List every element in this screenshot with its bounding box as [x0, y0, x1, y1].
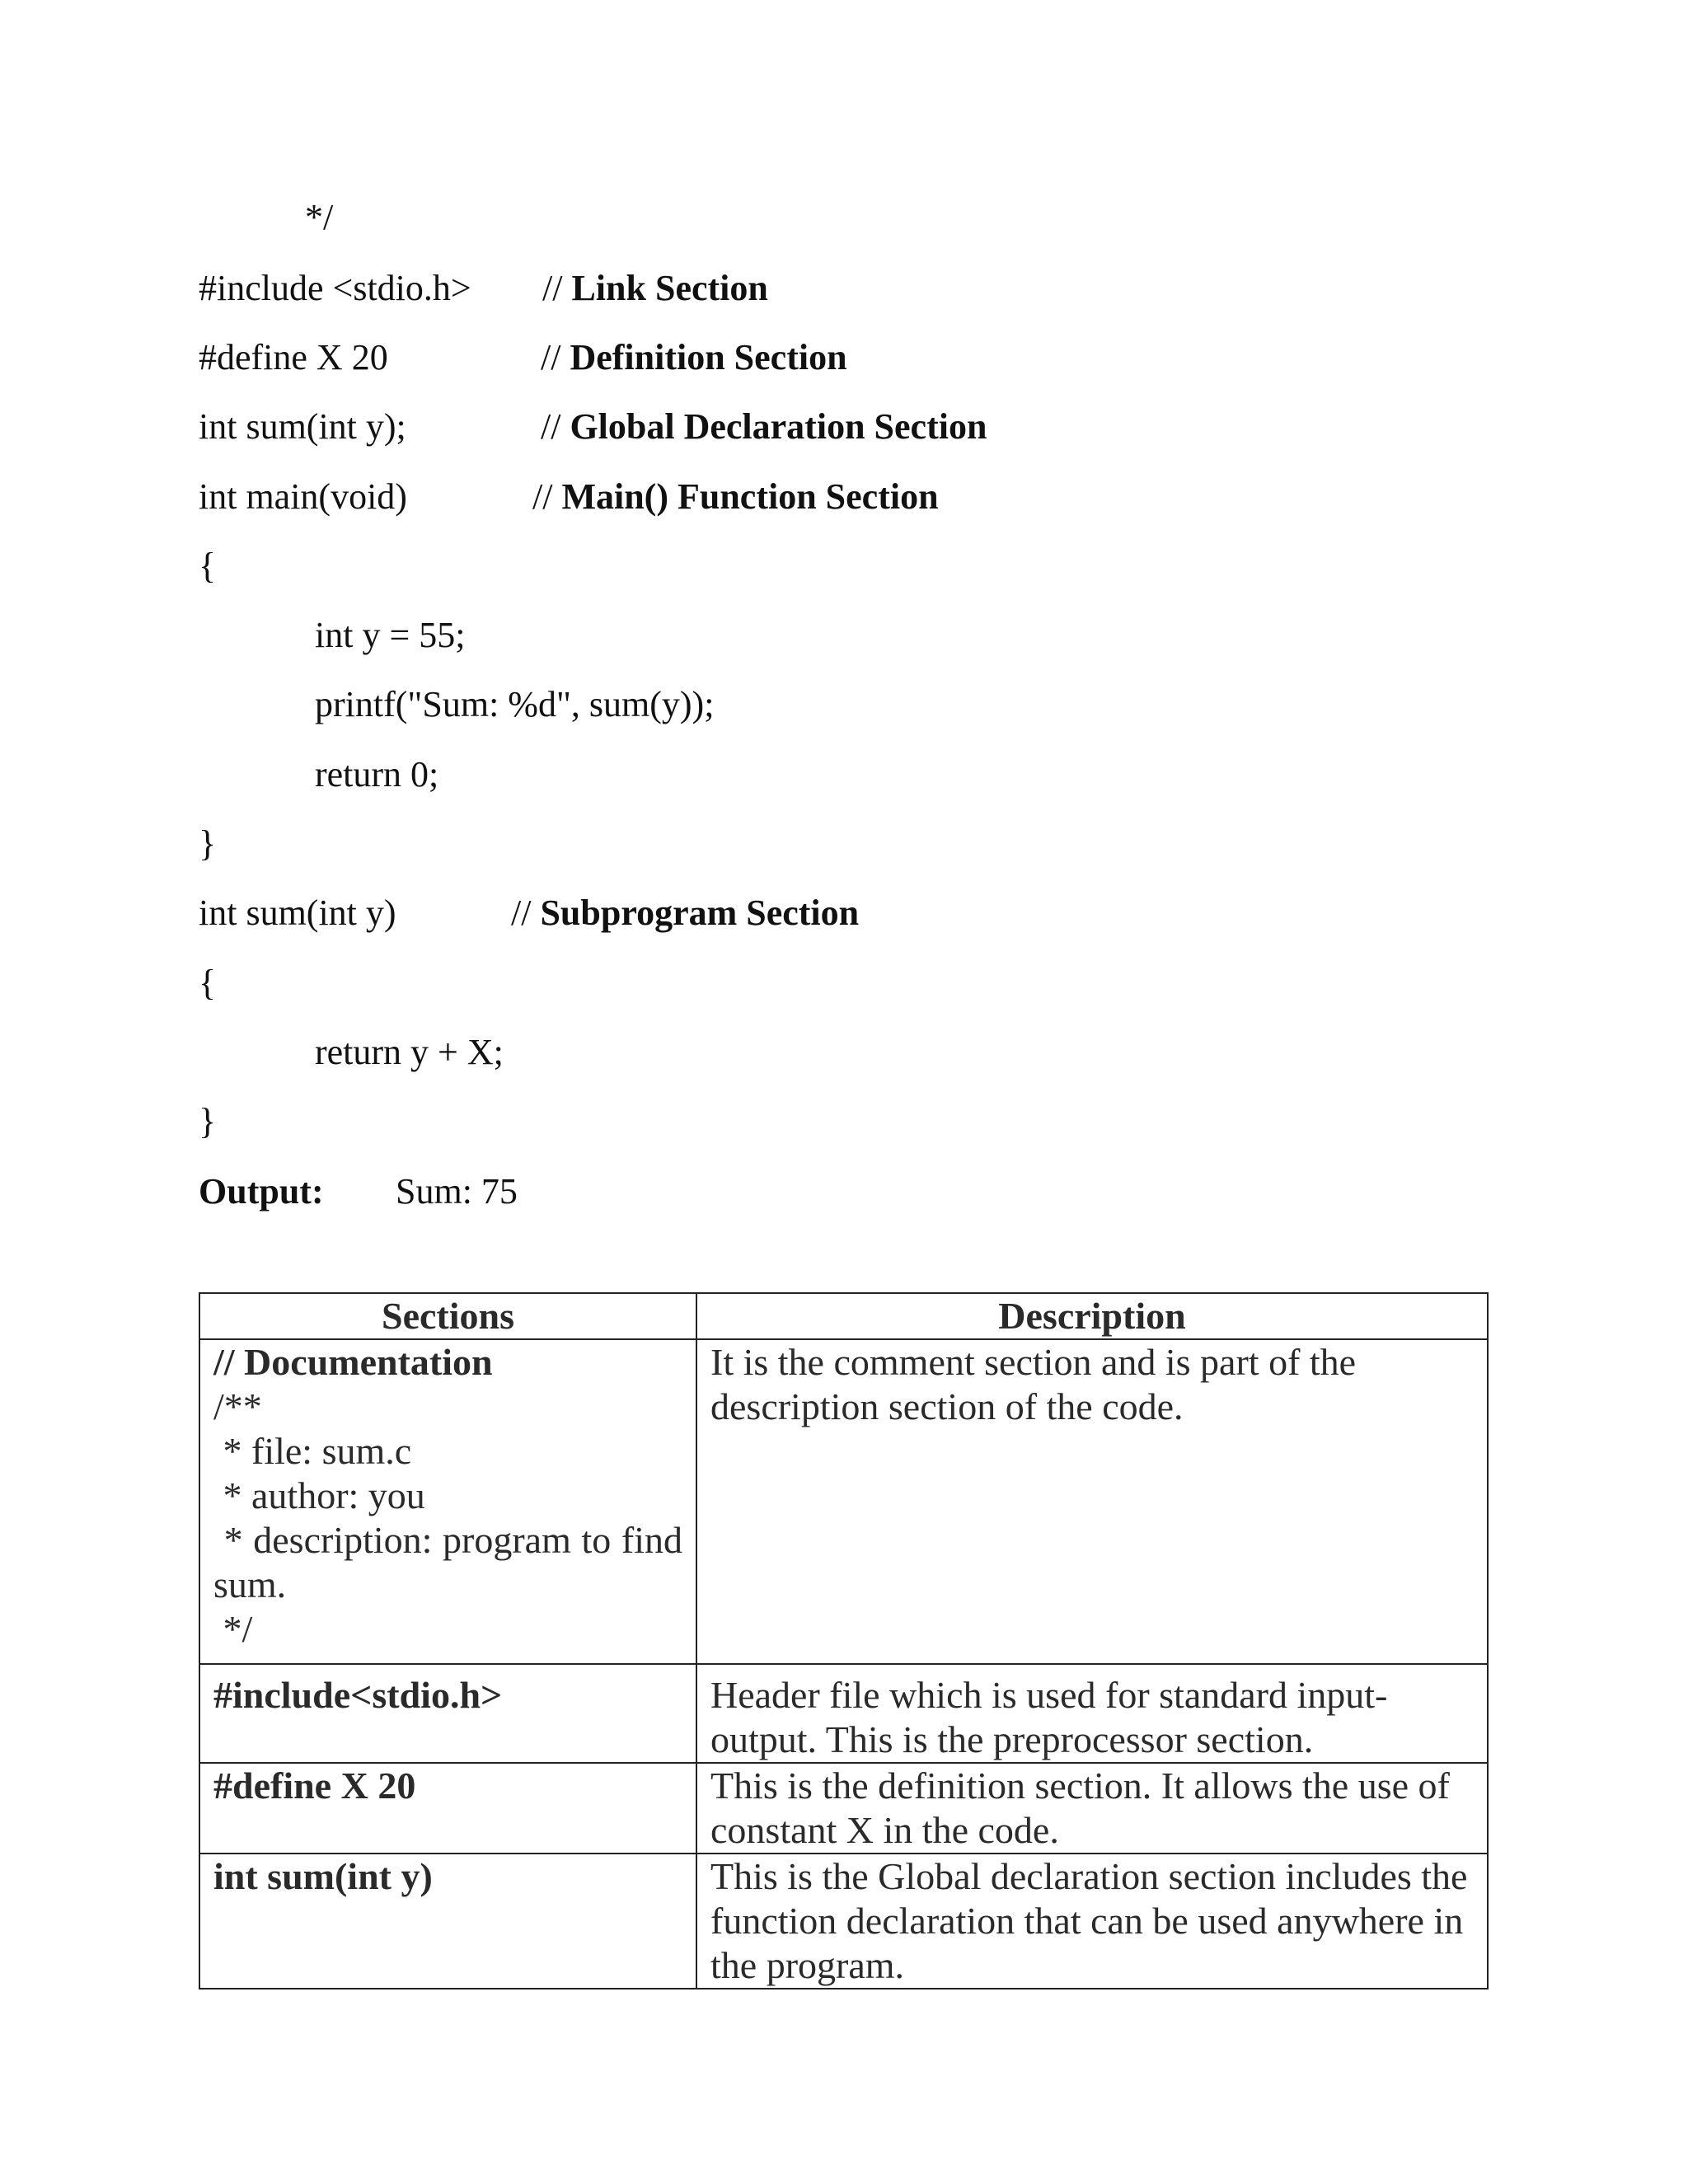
code-line: int main(void): [199, 476, 407, 517]
code-line: */: [305, 197, 334, 237]
section-line: * file: sum.c: [213, 1430, 412, 1472]
section-cell: int sum(int y): [199, 1854, 696, 1989]
code-line: return 0;: [315, 754, 439, 794]
section-title: // Documentation: [213, 1341, 493, 1383]
comment-text: Global Declaration Section: [570, 406, 987, 447]
code-line: }: [199, 823, 217, 864]
header-sections: Sections: [199, 1293, 696, 1339]
code-line: {: [199, 546, 217, 586]
code-line: {: [199, 963, 217, 1003]
table-row: [199, 1664, 1488, 1763]
code-line: int y = 55;: [315, 615, 466, 655]
comment-text: Definition Section: [570, 337, 847, 377]
comment-text: Subprogram Section: [540, 893, 860, 933]
comment-text: Main() Function Section: [561, 476, 939, 517]
comment-prefix: //: [541, 406, 570, 447]
description-cell: This is the definition section. It allows the use of constant X in the code.: [696, 1763, 1488, 1854]
section-cell: #define X 20: [199, 1763, 696, 1854]
description-cell: This is the Global declaration section includes the function declaration that can be used anywhere in the program.: [696, 1854, 1488, 1989]
code-comment: [542, 265, 768, 312]
section-line: * description: program to find sum.: [213, 1519, 692, 1605]
section-line: * author: you: [213, 1474, 425, 1516]
code-line: #include <stdio.h>: [199, 268, 471, 308]
output-label: Output:: [199, 1171, 324, 1212]
comment-prefix: //: [511, 893, 541, 933]
comment-prefix: //: [541, 337, 570, 377]
header-description: Description: [696, 1293, 1488, 1339]
comment-text: Link Section: [571, 268, 768, 308]
code-line: return y + X;: [315, 1032, 504, 1072]
table-header-row: [199, 1293, 1488, 1339]
code-line: int sum(int y);: [199, 406, 406, 447]
comment-prefix: //: [532, 476, 562, 517]
code-comment: [541, 335, 847, 381]
section-cell: #include<stdio.h>: [199, 1664, 696, 1763]
code-line: int sum(int y): [199, 893, 396, 933]
output-value: Sum: 75: [396, 1171, 518, 1212]
code-line: }: [199, 1101, 217, 1141]
table-row: [199, 1339, 1488, 1664]
code-comment: [541, 404, 987, 450]
description-cell: Header file which is used for standard input-output. This is the preprocessor section.: [696, 1664, 1488, 1763]
description-cell: It is the comment section and is part of the description section of the code.: [696, 1339, 1488, 1664]
code-line: #define X 20: [199, 337, 388, 377]
section-line: */: [213, 1608, 253, 1650]
table-row: [199, 1763, 1488, 1854]
section-cell: [199, 1339, 696, 1664]
code-comment: [511, 890, 859, 936]
table-row: [199, 1854, 1488, 1989]
comment-prefix: //: [542, 268, 572, 308]
code-line: printf("Sum: %d", sum(y));: [315, 684, 715, 724]
section-line: /**: [213, 1385, 262, 1427]
sections-table: [199, 1292, 1489, 1990]
code-comment: [532, 474, 939, 520]
